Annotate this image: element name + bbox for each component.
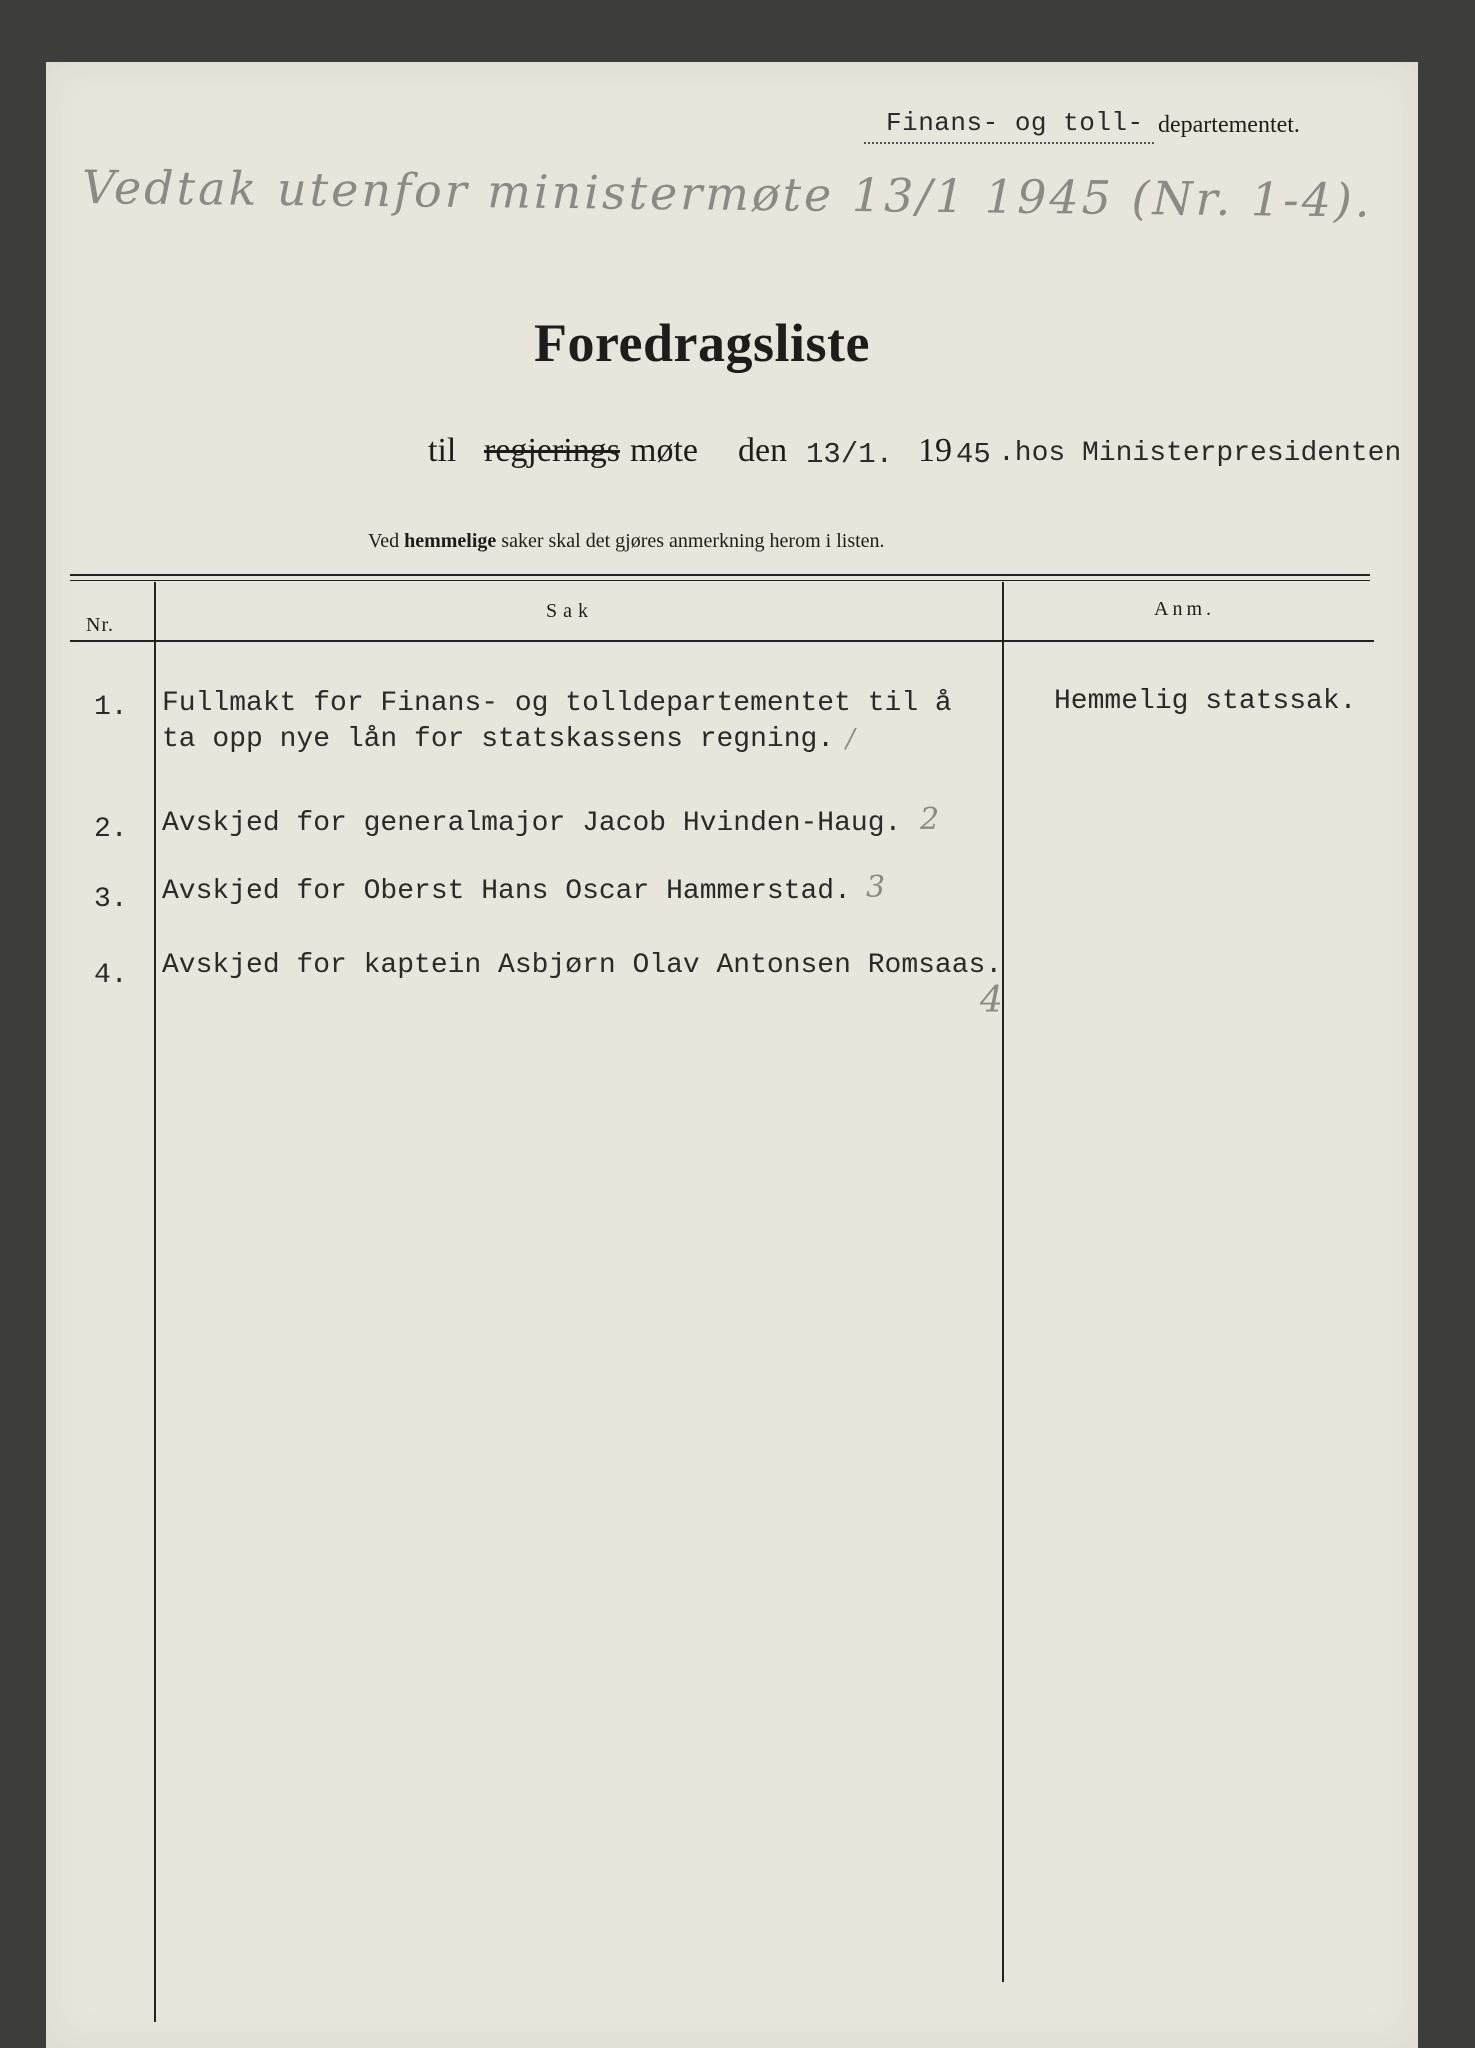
handwritten-note: Vedtak utenfor ministermøte 13/1 1945 (Nr. 1-4).: [81, 160, 1373, 228]
hand-mark: 4: [980, 980, 1003, 1021]
table-top-rule-2: [70, 580, 1370, 581]
secret-notice: [368, 530, 885, 553]
row-number: 2.: [94, 814, 128, 845]
meeting-century: 19: [918, 432, 952, 469]
column-header-nr: Nr.: [86, 614, 114, 636]
meeting-date: 13/1.: [806, 438, 894, 471]
column-header-sak: Sak: [546, 600, 594, 622]
document-page: [46, 62, 1418, 2048]
hand-mark: 3: [866, 870, 886, 905]
meeting-word: møte: [630, 432, 698, 469]
row-number: 1.: [94, 692, 128, 723]
column-header-anm: Anm.: [1154, 598, 1215, 620]
page-title: Foredragsliste: [534, 313, 870, 373]
meeting-struck-word: regjerings: [484, 432, 620, 469]
department-suffix: departementet.: [1158, 112, 1300, 138]
row-sak: Avskjed for kaptein Asbjørn Olav Antonsen Romsaas.: [162, 950, 1003, 981]
hand-mark: /: [846, 724, 855, 754]
meeting-year: 45: [956, 438, 991, 471]
hand-mark: 2: [920, 802, 940, 837]
table-col-divider-1: [154, 582, 156, 2022]
meeting-location: .hos Ministerpresidenten: [998, 438, 1402, 469]
row-number: 4.: [94, 960, 128, 991]
meeting-den: den: [738, 432, 788, 469]
notice-bold: hemmelige: [404, 530, 497, 552]
meeting-prefix: til: [428, 432, 457, 469]
table-top-rule: [70, 574, 1370, 576]
table-header-rule: [70, 640, 1374, 642]
notice-before: Ved: [368, 530, 400, 552]
department-dotted-line: [864, 142, 1154, 144]
row-number: 3.: [94, 884, 128, 915]
notice-after: saker skal det gjøres anmerkning herom i listen.: [501, 530, 885, 552]
row-sak: Avskjed for generalmajor Jacob Hvinden-Haug.: [162, 808, 902, 839]
department-typed: Finans- og toll-: [886, 108, 1144, 138]
row-anm: Hemmelig statssak.: [1054, 686, 1357, 717]
row-sak: Avskjed for Oberst Hans Oscar Hammerstad.: [162, 876, 851, 907]
row-sak: Fullmakt for Finans- og tolldepartementet til å ta opp nye lån for statskassens regning.: [162, 688, 952, 755]
table-col-divider-2: [1002, 582, 1004, 1982]
